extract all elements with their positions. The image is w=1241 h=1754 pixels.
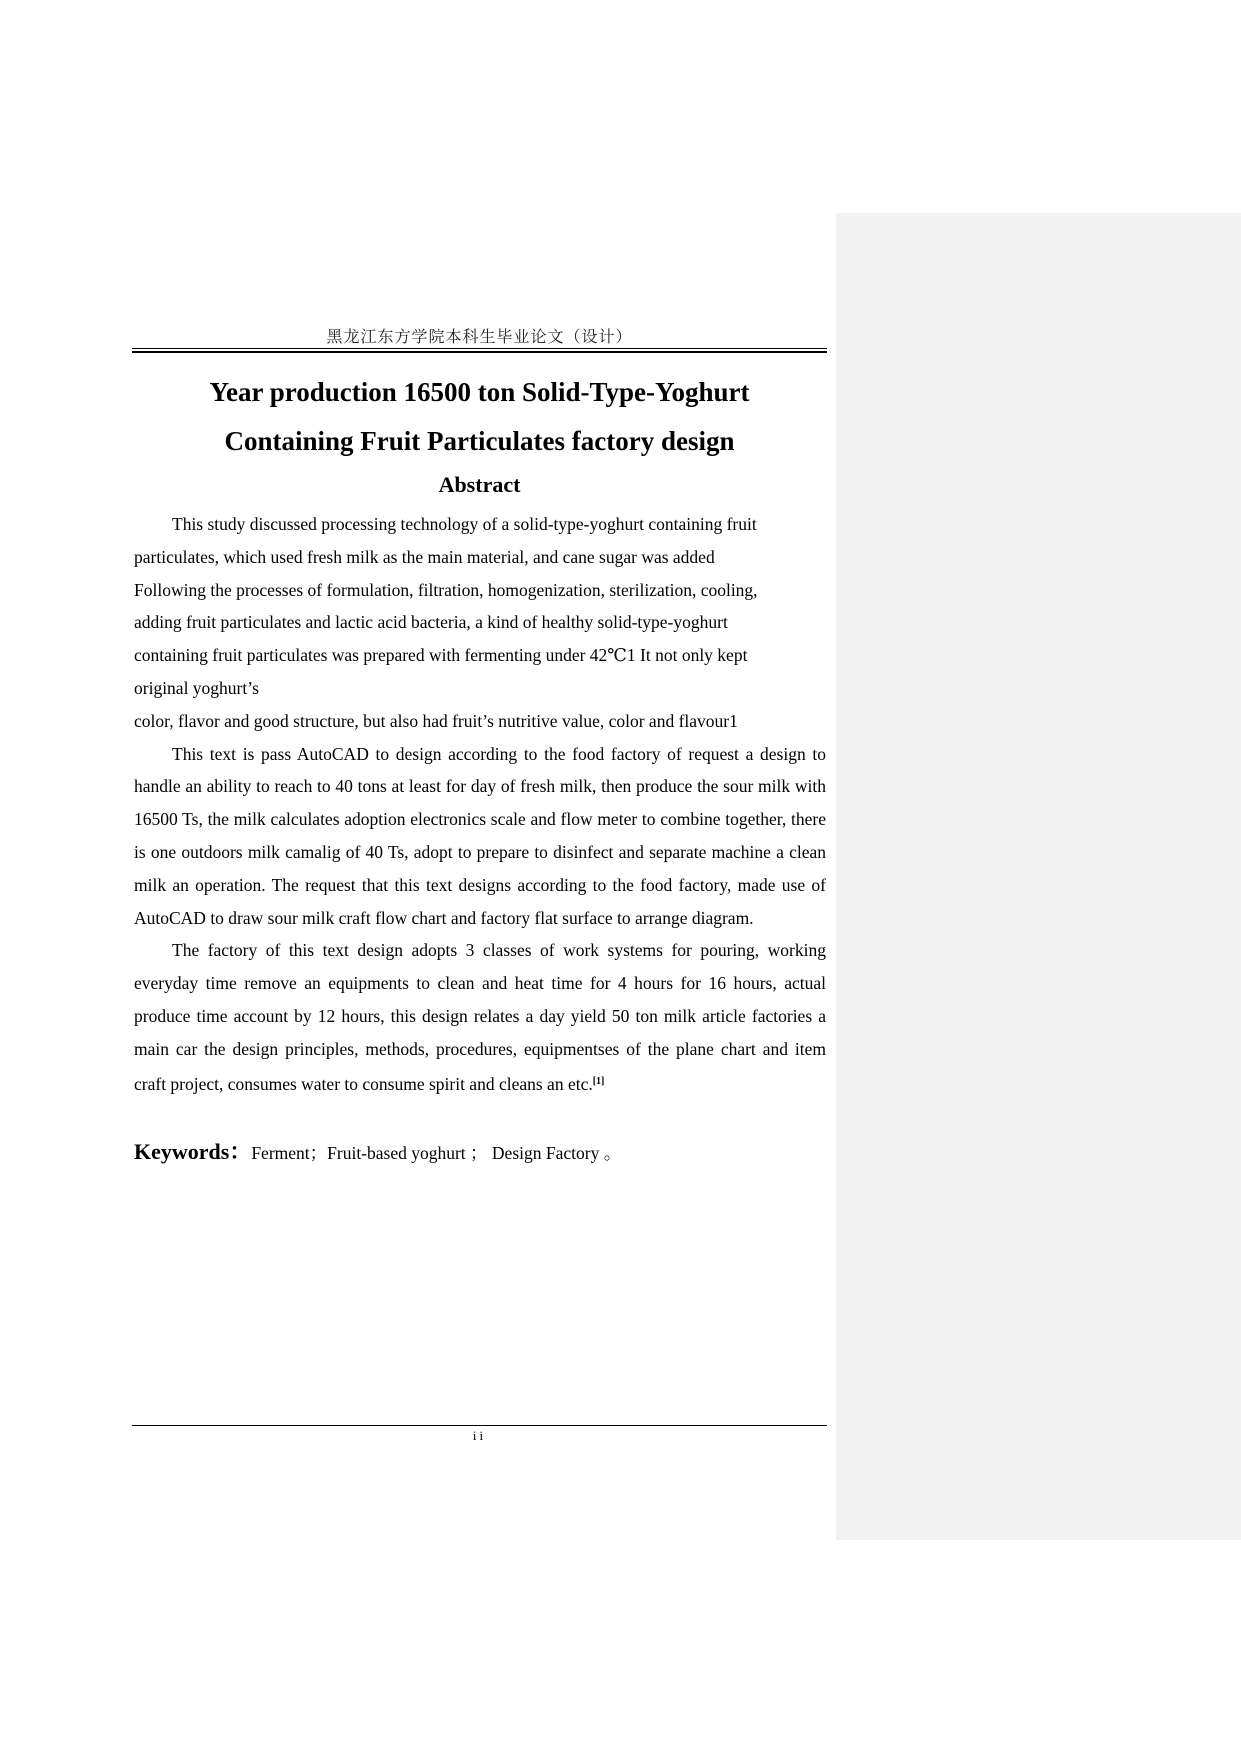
abstract-paragraph-1-line-6: original yoghurt’s: [134, 677, 259, 698]
keywords-label: Keywords：: [134, 1139, 252, 1164]
abstract-paragraph-1-line-2: particulates, which used fresh milk as the main material, and cane sugar was added: [134, 546, 715, 567]
keywords-value: Ferment；Fruit-based yoghurt ； Design Factory 。: [251, 1143, 622, 1163]
paper-title: [132, 368, 827, 466]
title-line-1: Year production 16500 ton Solid-Type-Yoghurt: [209, 377, 750, 407]
header-rule: [132, 348, 827, 353]
comment-pane: [836, 213, 1241, 1540]
abstract-paragraph-3-text: The factory of this text design adopts 3 classes of work systems for pouring, working everyday time remove an equipments to clean and heat time for 4 hours for 16 hours, actual produce time account by 12 hours, this design relates a day yield 50 ton milk article factories a main car the design principles, methods, procedures, equipmentses of the plane chart and item craft project, consumes water to consume spirit and cleans an etc.: [134, 940, 826, 1094]
abstract-body: [134, 508, 826, 1100]
abstract-paragraph-1-line-1: This study discussed processing technology of a solid-type-yoghurt containing fruit: [172, 514, 757, 534]
page-number: ii: [472, 1428, 487, 1443]
keywords-line: [134, 1136, 826, 1169]
page-header: 黑龙江东方学院本科生毕业论文（设计）: [326, 327, 633, 346]
title-line-2: Containing Fruit Particulates factory design: [224, 426, 735, 456]
abstract-paragraph-3: [134, 934, 826, 1100]
footer-rule: [132, 1425, 827, 1426]
abstract-paragraph-1-line-3: Following the processes of formulation, filtration, homogenization, sterilization, cooling,: [134, 579, 758, 600]
abstract-paragraph-1-line-4: adding fruit particulates and lactic acid bacteria, a kind of healthy solid-type-yoghurt: [134, 612, 728, 633]
abstract-paragraph-1-line-5: containing fruit particulates was prepared with fermenting under 42℃1 It not only kept: [134, 645, 748, 666]
abstract-paragraph-1-line-7: color, flavor and good structure, but also had fruit’s nutritive value, color and flavour1: [134, 710, 738, 731]
abstract-heading: Abstract: [438, 472, 521, 497]
abstract-paragraph-2: This text is pass AutoCAD to design according to the food factory of request a design to handle an ability to reach to 40 tons at least for day of fresh milk, then produce the sour milk with 16500 Ts, the milk calculates adoption electronics scale and flow meter to combine together, there is one outdoors milk camalig of 40 Ts, adopt to prepare to disinfect and separate machine a clean milk an operation. The request that this text designs according to the food factory, made use of AutoCAD to draw sour milk craft flow chart and factory flat surface to arrange diagram.: [134, 743, 826, 928]
citation-ref: [1]: [592, 1075, 605, 1087]
